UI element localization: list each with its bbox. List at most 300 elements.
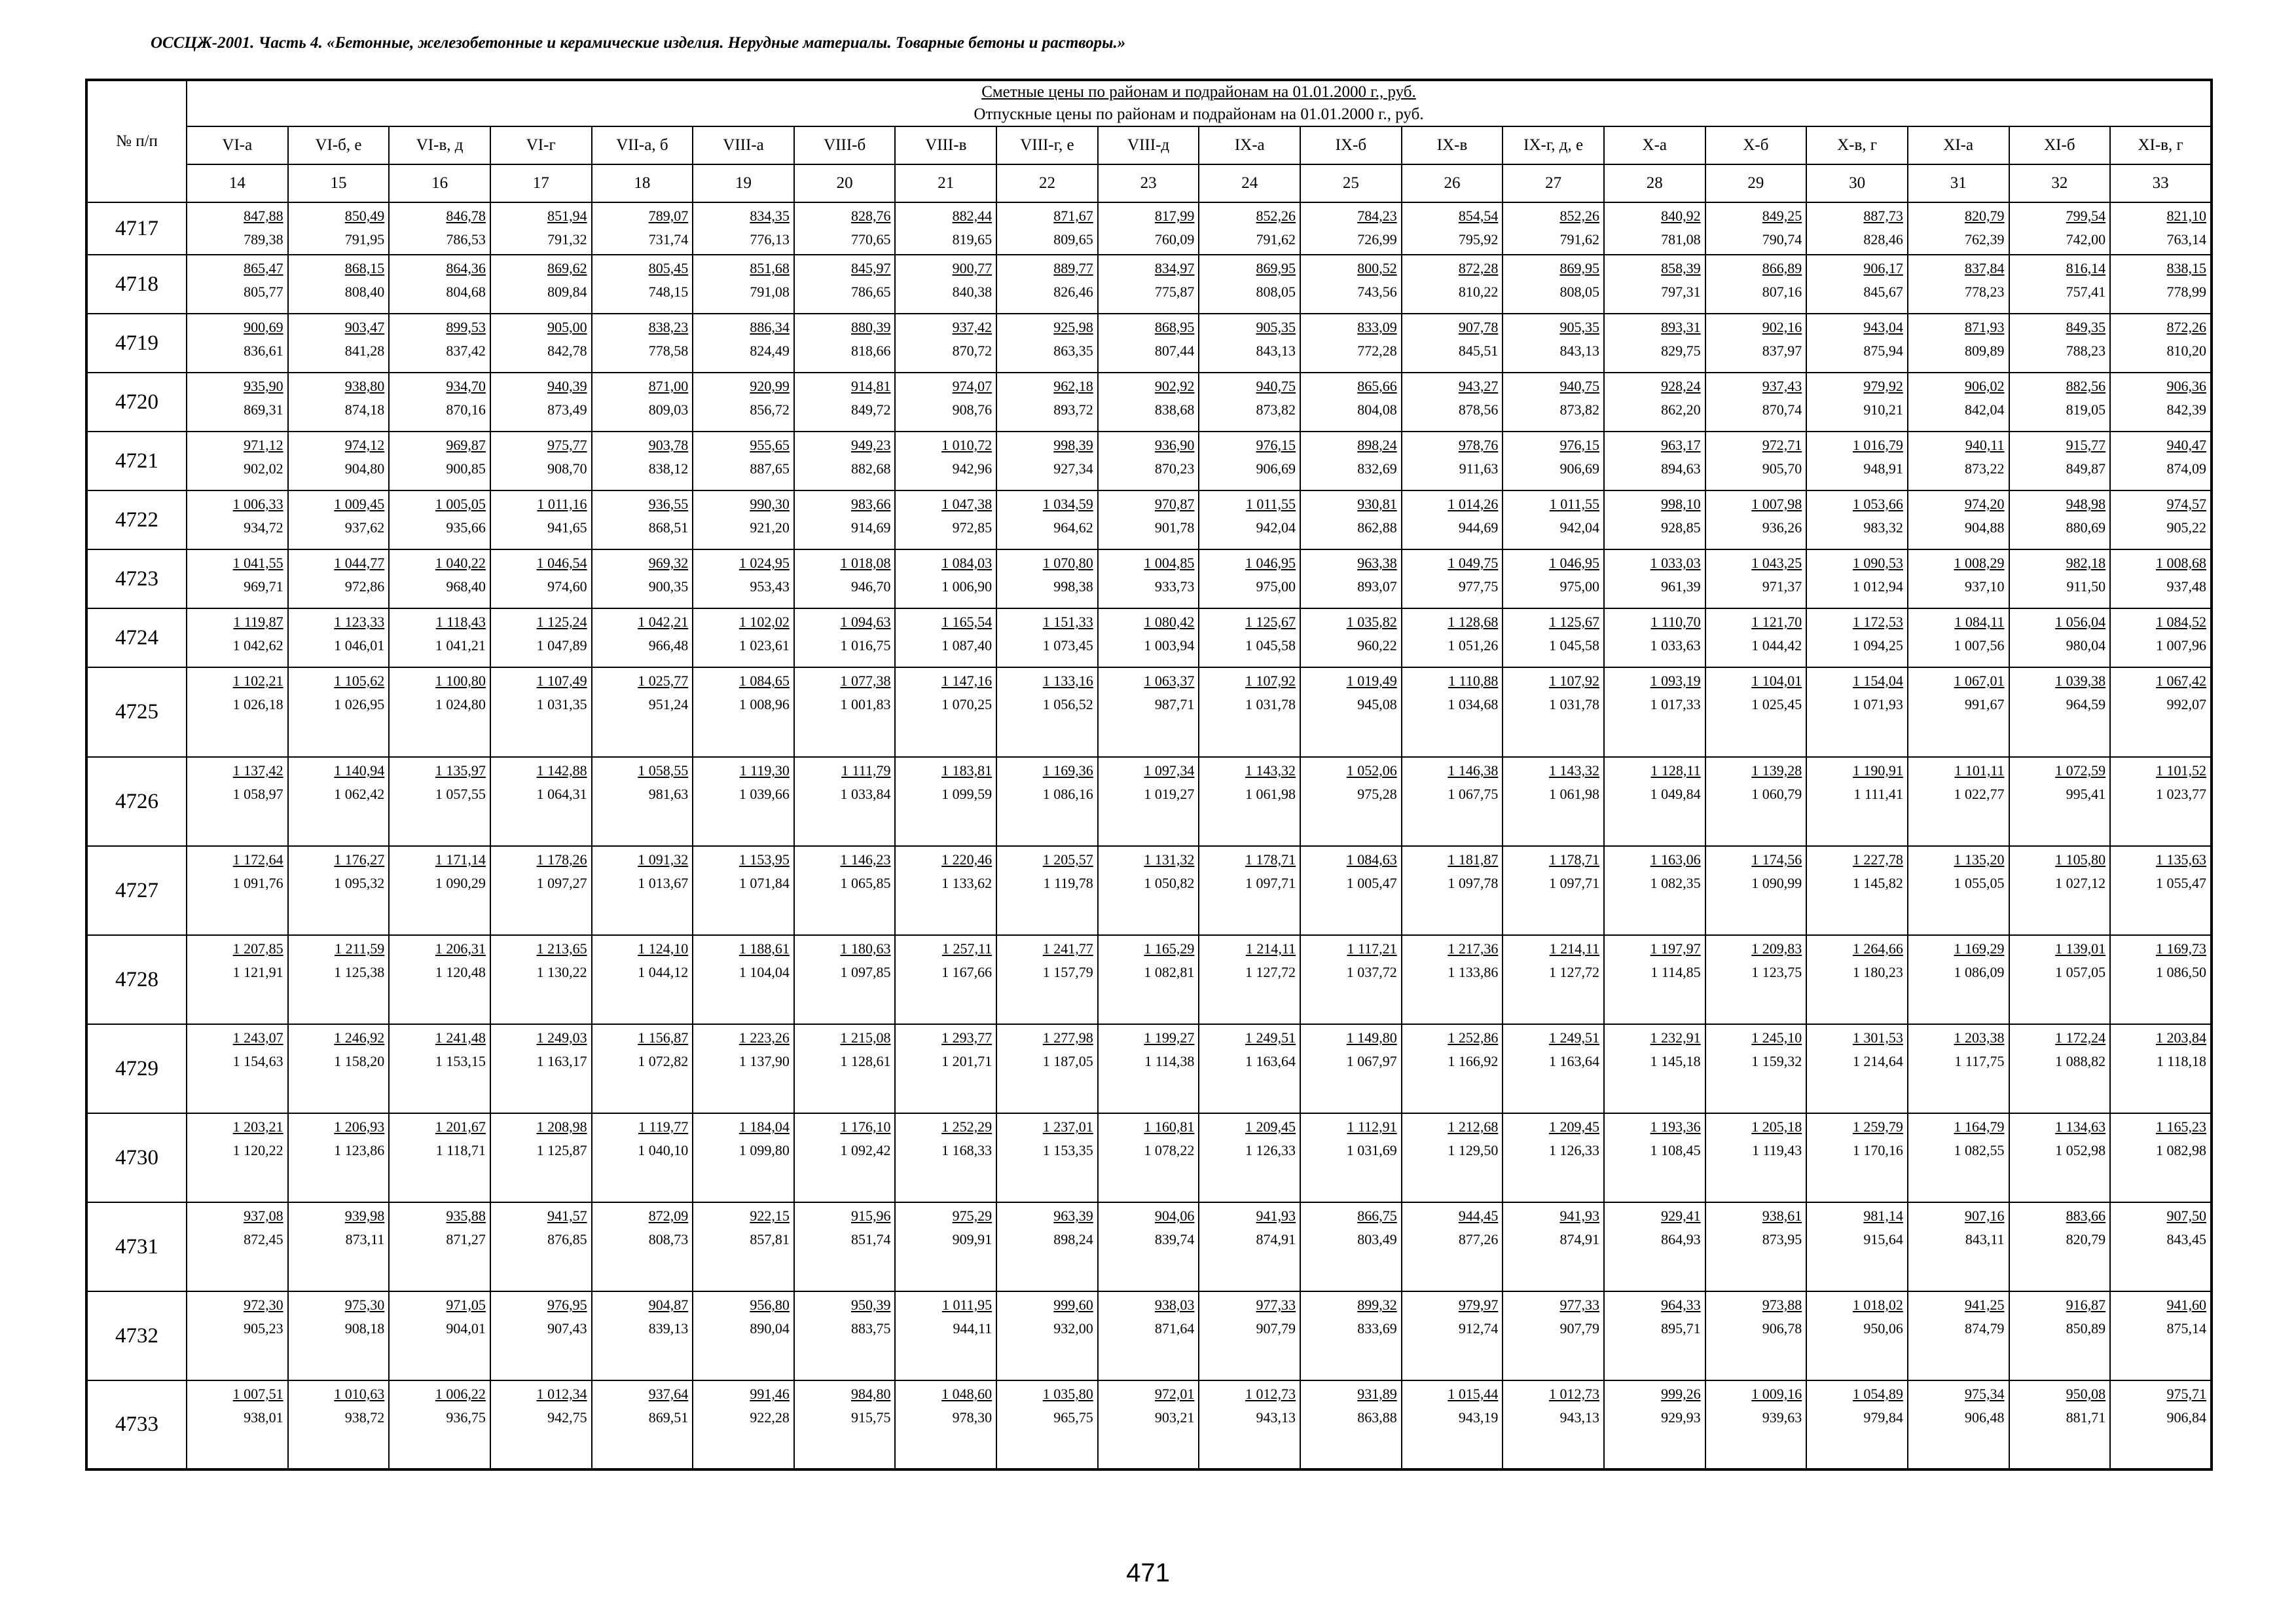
price-cell	[693, 1113, 794, 1202]
price-cell	[2110, 608, 2212, 667]
estimate-price: 1 011,55	[1549, 496, 1599, 512]
release-price: 833,69	[1357, 1320, 1397, 1337]
price-cell	[1705, 373, 1807, 432]
district-header: X-в, г	[1806, 126, 1908, 164]
release-price: 943,19	[1458, 1409, 1499, 1426]
release-price: 818,66	[850, 342, 891, 359]
estimate-price: 1 211,59	[335, 940, 385, 957]
release-price: 1 187,05	[1042, 1053, 1093, 1069]
estimate-price: 928,24	[1661, 378, 1701, 394]
release-price: 977,75	[1458, 578, 1499, 595]
release-price: 810,22	[1458, 284, 1499, 300]
release-price-title: Отпускные цены по районам и подрайонам на 01.01.2000 г., руб.	[974, 105, 1424, 123]
release-price: 1 001,83	[840, 696, 891, 712]
estimate-price: 1 257,11	[941, 940, 993, 957]
release-price: 1 130,22	[536, 964, 587, 980]
release-price: 1 157,79	[1042, 964, 1093, 980]
estimate-price: 1 118,43	[435, 614, 486, 630]
release-price: 927,34	[1053, 460, 1093, 477]
estimate-price: 906,02	[1965, 378, 2005, 394]
release-price: 870,16	[446, 401, 486, 418]
estimate-price: 1 277,98	[1042, 1029, 1093, 1046]
price-cell	[1705, 935, 1807, 1024]
price-cell	[187, 202, 288, 255]
release-price: 981,63	[648, 786, 689, 802]
release-price: 915,64	[1863, 1231, 1903, 1247]
release-price: 874,79	[1965, 1320, 2005, 1337]
release-price: 1 097,78	[1448, 875, 1499, 891]
release-price: 874,18	[344, 401, 385, 418]
price-cell	[693, 608, 794, 667]
estimate-price: 1 004,85	[1144, 555, 1195, 571]
estimate-price: 1 213,65	[536, 940, 587, 957]
price-cell	[895, 1291, 996, 1380]
price-cell	[1300, 314, 1402, 373]
estimate-price: 1 112,91	[1347, 1118, 1397, 1135]
release-price: 1 057,55	[435, 786, 486, 802]
price-cell	[1806, 1202, 1908, 1291]
release-price: 1 023,77	[2155, 786, 2206, 802]
estimate-price: 973,88	[1762, 1297, 1802, 1313]
release-price: 906,69	[1256, 460, 1296, 477]
release-price: 873,49	[547, 401, 587, 418]
price-cell	[1604, 667, 1705, 757]
estimate-price: 1 241,48	[435, 1029, 486, 1046]
release-price: 978,30	[952, 1409, 993, 1426]
release-price: 828,46	[1863, 231, 1903, 248]
price-cell	[1908, 608, 2009, 667]
price-cell	[490, 757, 592, 846]
price-cell	[2009, 1024, 2111, 1113]
estimate-price: 983,66	[850, 496, 891, 512]
estimate-price: 907,16	[1965, 1208, 2005, 1224]
price-cell	[2110, 373, 2212, 432]
price-cell	[1908, 549, 2009, 608]
release-price: 1 073,45	[1042, 637, 1093, 654]
release-price: 960,22	[1357, 637, 1397, 654]
price-cell	[794, 1380, 896, 1469]
release-price: 1 024,80	[435, 696, 486, 712]
release-price: 795,92	[1458, 231, 1499, 248]
estimate-price: 1 012,73	[1548, 1386, 1599, 1402]
estimate-price: 906,17	[1863, 260, 1903, 276]
price-cell	[592, 549, 693, 608]
table-row	[86, 1380, 2212, 1469]
release-price: 907,43	[547, 1320, 587, 1337]
estimate-price: 975,77	[547, 437, 587, 453]
estimate-price: 833,09	[1357, 319, 1397, 335]
district-header: VIII-а	[693, 126, 794, 164]
release-price: 965,75	[1053, 1409, 1093, 1426]
price-cell	[490, 549, 592, 608]
price-cell	[1199, 757, 1300, 846]
estimate-price: 846,78	[446, 208, 486, 224]
estimate-price: 1 072,59	[2055, 762, 2106, 779]
district-header: X-а	[1604, 126, 1705, 164]
release-price: 1 159,32	[1751, 1053, 1802, 1069]
release-price: 906,48	[1965, 1409, 2005, 1426]
table-header	[86, 80, 2212, 202]
table-row	[86, 490, 2212, 549]
estimate-price: 1 110,88	[1448, 673, 1499, 689]
release-price: 1 037,72	[1346, 964, 1397, 980]
estimate-price: 937,42	[952, 319, 993, 335]
price-cell	[1402, 314, 1503, 373]
price-cell	[1300, 1291, 1402, 1380]
release-price: 842,04	[1965, 401, 2005, 418]
estimate-price: 1 035,80	[1042, 1386, 1093, 1402]
estimate-price: 840,92	[1661, 208, 1701, 224]
estimate-price: 847,88	[244, 208, 283, 224]
estimate-price: 998,10	[1661, 496, 1701, 512]
release-price: 770,65	[850, 231, 891, 248]
price-cell	[1604, 935, 1705, 1024]
item-number: 4721	[86, 432, 187, 490]
price-cell	[1806, 1024, 1908, 1113]
price-cell	[592, 846, 693, 935]
release-price: 776,13	[750, 231, 790, 248]
release-price: 964,62	[1053, 519, 1093, 536]
price-cell	[1199, 255, 1300, 314]
estimate-price: 1 025,77	[638, 673, 689, 689]
estimate-price: 962,18	[1053, 378, 1093, 394]
release-price: 945,08	[1357, 696, 1397, 712]
price-cell	[1402, 432, 1503, 490]
estimate-price: 872,26	[2166, 319, 2206, 335]
release-price: 906,78	[1762, 1320, 1802, 1337]
estimate-price: 1 084,65	[738, 673, 790, 689]
price-cell	[1908, 314, 2009, 373]
price-cell	[2110, 935, 2212, 1024]
release-price: 1 025,45	[1751, 696, 1802, 712]
estimate-price: 1 252,29	[941, 1118, 993, 1135]
estimate-price: 1 016,79	[1852, 437, 1903, 453]
estimate-price: 1 193,36	[1650, 1118, 1701, 1135]
estimate-price: 1 121,70	[1751, 614, 1802, 630]
estimate-price: 1 143,32	[1245, 762, 1296, 779]
estimate-price: 1 034,59	[1042, 496, 1093, 512]
district-header: IX-а	[1199, 126, 1300, 164]
release-price: 942,04	[1559, 519, 1599, 536]
release-price: 1 145,18	[1650, 1053, 1701, 1069]
estimate-price: 1 203,84	[2155, 1029, 2206, 1046]
column-number: 30	[1806, 164, 1908, 202]
price-cell	[490, 373, 592, 432]
estimate-price: 1 227,78	[1852, 851, 1903, 868]
release-price: 873,22	[1965, 460, 2005, 477]
release-price: 1 071,84	[738, 875, 790, 891]
release-price: 838,68	[1154, 401, 1195, 418]
price-cell	[187, 846, 288, 935]
price-cell	[1604, 549, 1705, 608]
estimate-price: 1 172,24	[2055, 1029, 2106, 1046]
release-price: 911,63	[1459, 460, 1499, 477]
release-price: 840,38	[952, 284, 993, 300]
price-cell	[389, 314, 490, 373]
price-cell	[1908, 255, 2009, 314]
estimate-price: 905,35	[1256, 319, 1296, 335]
table-row	[86, 373, 2212, 432]
price-cell	[1300, 490, 1402, 549]
price-cell	[794, 549, 896, 608]
price-cell	[288, 1113, 390, 1202]
price-cell	[996, 757, 1098, 846]
estimate-price: 1 165,29	[1144, 940, 1195, 957]
price-cell	[490, 1113, 592, 1202]
estimate-price: 979,92	[1863, 378, 1903, 394]
price-cell	[1705, 432, 1807, 490]
release-price: 1 026,95	[334, 696, 385, 712]
release-price: 1 082,81	[1144, 964, 1195, 980]
price-cell	[490, 608, 592, 667]
estimate-price: 1 053,66	[1852, 496, 1903, 512]
price-cell	[1098, 757, 1199, 846]
price-cell	[794, 255, 896, 314]
release-price: 876,85	[547, 1231, 587, 1247]
estimate-price: 1 035,82	[1346, 614, 1397, 630]
price-cell	[1199, 373, 1300, 432]
price-cell	[1503, 432, 1604, 490]
item-number: 4730	[86, 1113, 187, 1202]
estimate-price: 1 007,51	[232, 1386, 283, 1402]
release-price: 1 126,33	[1245, 1142, 1296, 1158]
price-cell	[490, 1291, 592, 1380]
price-cell	[2009, 935, 2111, 1024]
estimate-price: 979,97	[1458, 1297, 1499, 1313]
release-price: 760,09	[1154, 231, 1195, 248]
price-cell	[1098, 1291, 1199, 1380]
estimate-price: 1 249,51	[1548, 1029, 1599, 1046]
estimate-price: 882,56	[2066, 378, 2106, 394]
price-cell	[1199, 549, 1300, 608]
release-price: 1 180,23	[1852, 964, 1903, 980]
table-row	[86, 935, 2212, 1024]
price-cell	[693, 255, 794, 314]
estimate-price: 1 067,01	[1954, 673, 2005, 689]
item-number: 4733	[86, 1380, 187, 1469]
estimate-price: 816,14	[2066, 260, 2106, 276]
table-row	[86, 846, 2212, 935]
release-price: 911,50	[2066, 578, 2106, 595]
release-price: 880,69	[2066, 519, 2106, 536]
price-cell	[1604, 490, 1705, 549]
estimate-price: 999,26	[1661, 1386, 1701, 1402]
price-cell	[794, 1113, 896, 1202]
estimate-price: 1 172,53	[1852, 614, 1903, 630]
estimate-price: 1 252,86	[1448, 1029, 1499, 1046]
estimate-price: 950,08	[2066, 1386, 2106, 1402]
release-price: 1 055,47	[2155, 875, 2206, 891]
estimate-price: 1 006,33	[232, 496, 283, 512]
estimate-price: 1 165,23	[2155, 1118, 2206, 1135]
release-price: 1 031,35	[536, 696, 587, 712]
price-cell	[1300, 202, 1402, 255]
price-cell	[288, 935, 390, 1024]
estimate-price: 1 063,37	[1144, 673, 1195, 689]
table-row	[86, 1024, 2212, 1113]
release-price: 1 003,94	[1144, 637, 1195, 654]
price-cell	[288, 314, 390, 373]
estimate-price: 940,47	[2166, 437, 2206, 453]
release-price: 937,62	[344, 519, 385, 536]
release-price: 1 064,31	[536, 786, 587, 802]
price-cell	[1705, 314, 1807, 373]
estimate-price: 883,66	[2066, 1208, 2106, 1224]
estimate-price: 1 214,11	[1245, 940, 1296, 957]
estimate-price: 1 172,64	[232, 851, 283, 868]
release-price: 941,65	[547, 519, 587, 536]
estimate-price: 1 011,16	[537, 496, 587, 512]
estimate-price: 1 107,92	[1245, 673, 1296, 689]
estimate-price: 977,33	[1256, 1297, 1296, 1313]
table-row	[86, 255, 2212, 314]
price-cell	[1503, 255, 1604, 314]
estimate-price: 899,32	[1357, 1297, 1397, 1313]
release-price: 921,20	[750, 519, 790, 536]
release-price: 810,20	[2166, 342, 2206, 359]
estimate-price: 850,49	[344, 208, 385, 224]
estimate-price: 817,99	[1154, 208, 1195, 224]
estimate-price: 838,15	[2166, 260, 2206, 276]
release-price: 778,58	[648, 342, 689, 359]
release-price: 1 040,10	[638, 1142, 689, 1158]
price-cell	[1806, 757, 1908, 846]
release-price: 893,07	[1357, 578, 1397, 595]
column-number-row	[86, 164, 2212, 202]
release-price: 1 099,59	[941, 786, 993, 802]
estimate-price: 868,15	[344, 260, 385, 276]
price-cell	[1503, 935, 1604, 1024]
price-cell	[1604, 432, 1705, 490]
estimate-price: 902,92	[1154, 378, 1195, 394]
estimate-price: 1 169,36	[1042, 762, 1093, 779]
release-price: 901,78	[1154, 519, 1195, 536]
price-cell	[187, 373, 288, 432]
release-price: 856,72	[750, 401, 790, 418]
price-cell	[288, 1380, 390, 1469]
estimate-price: 1 046,54	[536, 555, 587, 571]
estimate-price: 941,57	[547, 1208, 587, 1224]
price-cell	[1908, 846, 2009, 935]
estimate-price: 976,15	[1559, 437, 1599, 453]
release-price: 873,82	[1559, 401, 1599, 418]
price-cell	[592, 202, 693, 255]
price-cell	[389, 1380, 490, 1469]
price-cell	[592, 1380, 693, 1469]
estimate-price: 1 007,98	[1751, 496, 1802, 512]
release-price: 797,31	[1661, 284, 1701, 300]
price-cell	[693, 432, 794, 490]
price-cell	[1402, 608, 1503, 667]
column-number: 14	[187, 164, 288, 202]
release-price: 786,65	[850, 284, 891, 300]
release-price: 1 114,38	[1144, 1053, 1195, 1069]
release-price: 829,75	[1661, 342, 1701, 359]
release-price: 836,61	[244, 342, 283, 359]
estimate-price: 1 209,45	[1245, 1118, 1296, 1135]
price-cell	[1503, 846, 1604, 935]
price-cell	[490, 1380, 592, 1469]
price-cell	[1806, 549, 1908, 608]
release-price: 1 086,09	[1954, 964, 2005, 980]
price-cell	[1402, 549, 1503, 608]
estimate-price: 1 249,03	[536, 1029, 587, 1046]
price-cell	[1098, 432, 1199, 490]
estimate-price: 854,54	[1458, 208, 1499, 224]
estimate-price: 935,88	[446, 1208, 486, 1224]
item-number: 4726	[86, 757, 187, 846]
price-cell	[490, 846, 592, 935]
price-cell	[288, 549, 390, 608]
release-price: 1 013,67	[638, 875, 689, 891]
price-cell	[693, 490, 794, 549]
price-cell	[2009, 432, 2111, 490]
estimate-price: 851,68	[750, 260, 790, 276]
estimate-price: 834,35	[750, 208, 790, 224]
district-header: XI-б	[2009, 126, 2111, 164]
estimate-price: 1 176,27	[334, 851, 385, 868]
release-price: 953,43	[750, 578, 790, 595]
price-cell	[187, 1380, 288, 1469]
release-price: 893,72	[1053, 401, 1093, 418]
estimate-price: 938,80	[344, 378, 385, 394]
estimate-price: 871,00	[648, 378, 689, 394]
estimate-price: 1 046,95	[1548, 555, 1599, 571]
price-cell	[1705, 846, 1807, 935]
price-cell	[1402, 846, 1503, 935]
estimate-price: 852,26	[1256, 208, 1296, 224]
price-cell	[288, 202, 390, 255]
estimate-price: 1 101,52	[2155, 762, 2206, 779]
price-cell	[2110, 490, 2212, 549]
price-cell	[693, 373, 794, 432]
release-price: 1 008,96	[738, 696, 790, 712]
release-price: 763,14	[2166, 231, 2206, 248]
estimate-price: 1 040,22	[435, 555, 486, 571]
release-price: 935,66	[446, 519, 486, 536]
estimate-price: 1 205,57	[1042, 851, 1093, 868]
district-header: VI-а	[187, 126, 288, 164]
price-cell	[693, 1024, 794, 1113]
price-cell	[1098, 255, 1199, 314]
release-price: 969,71	[244, 578, 283, 595]
estimate-price: 1 056,04	[2055, 614, 2106, 630]
price-cell	[1402, 202, 1503, 255]
price-cell	[1199, 667, 1300, 757]
estimate-price: 1 171,14	[435, 851, 486, 868]
price-cell	[794, 1202, 896, 1291]
release-price: 1 120,22	[232, 1142, 283, 1158]
price-cell	[1604, 1113, 1705, 1202]
release-price: 972,85	[952, 519, 993, 536]
release-price: 905,70	[1762, 460, 1802, 477]
estimate-price: 869,95	[1256, 260, 1296, 276]
release-price: 933,73	[1154, 578, 1195, 595]
release-price: 869,51	[648, 1409, 689, 1426]
price-cell	[693, 757, 794, 846]
release-price: 804,08	[1357, 401, 1397, 418]
release-price: 845,67	[1863, 284, 1903, 300]
release-price: 820,79	[2066, 1231, 2106, 1247]
estimate-price: 1 212,68	[1448, 1118, 1499, 1135]
estimate-price: 1 124,10	[638, 940, 689, 957]
price-cell	[592, 608, 693, 667]
district-header: VI-г	[490, 126, 592, 164]
price-cell	[1908, 757, 2009, 846]
estimate-price: 805,45	[648, 260, 689, 276]
release-price: 915,75	[850, 1409, 891, 1426]
price-cell	[1098, 935, 1199, 1024]
